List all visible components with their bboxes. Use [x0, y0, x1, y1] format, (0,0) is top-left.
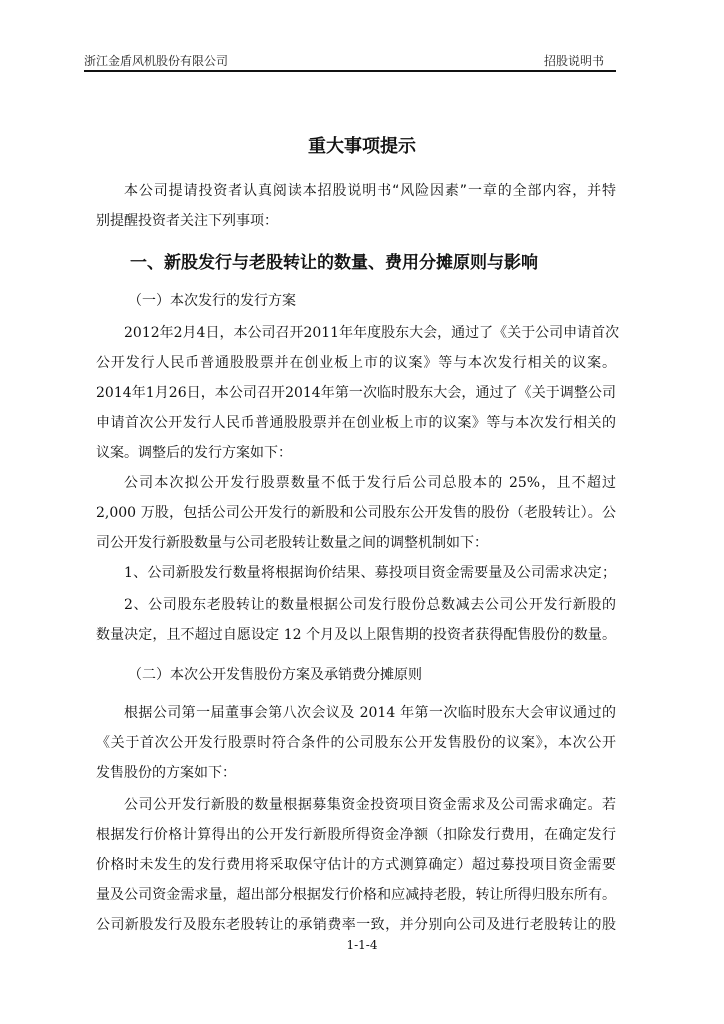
- page-number: 1-1-4: [346, 938, 378, 952]
- sub2-p2-line-1: 公司公开发行新股的数量根据募集资金投资项目资金需求及公司需求确定。若: [124, 797, 616, 813]
- sub1-item-2-line-2: 数量决定，且不超过自愿设定 12 个月及以上限售期的投资者获得配售股份的数量。: [96, 627, 616, 643]
- sub1-item-2-line-1: 2、公司股东老股转让的数量根据公司发行股份总数减去公司公开发行新股的: [124, 597, 616, 613]
- sub2-p2-line-2: 根据发行价格计算得出的公开发行新股所得资金净额（扣除发行费用，在确定发行: [96, 827, 616, 843]
- sub1-p2-line-1: 公司本次拟公开发行股票数量不低于发行后公司总股本的 25%，且不超过: [124, 475, 616, 491]
- sub2-p2-line-3: 价格时未发生的发行费用将采取保守估计的方式测算确定）超过募投项目资金需要: [96, 857, 616, 873]
- sub1-p1-line-3: 2014年1月26日，本公司召开2014年第一次临时股东大会，通过了《关于调整公司: [96, 385, 616, 401]
- sub2-paragraph-1: [96, 698, 616, 788]
- sub2-p2-line-4: 量及公司资金需求量，超出部分根据发行价格和应减持老股，转让所得归股东所有。: [96, 887, 616, 903]
- header-doc-type: 招股说明书: [543, 54, 604, 68]
- sub2-p2-line-5: 公司新股发行及股东老股转让的承销费率一致，并分别向公司及进行老股转让的股: [96, 917, 616, 933]
- intro-line-2: 别提醒投资者关注下列事项：: [96, 213, 278, 229]
- subsection-2-heading: （二）本次公开发售股份方案及承销费分摊原则: [128, 667, 422, 683]
- sub1-item-2: [96, 590, 616, 650]
- sub2-paragraph-2: [96, 790, 616, 940]
- sub2-p1-line-1: 根据公司第一届董事会第八次会议及 2014 年第一次临时股东大会审议通过的: [124, 705, 616, 721]
- sub1-p1-line-2: 公开发行人民币普通股股票并在创业板上市的议案》等与本次发行相关的议案。: [96, 355, 616, 371]
- page-header: [84, 50, 616, 70]
- sub2-p1-line-3: 发售股份的方案如下：: [96, 765, 236, 781]
- sub1-paragraph-1: [96, 318, 620, 468]
- sub1-item-1-text: 1、公司新股发行数量将根据询价结果、募投项目资金需要量及公司需求决定；: [124, 565, 616, 581]
- intro-paragraph: [96, 176, 616, 236]
- sub1-paragraph-2: [96, 468, 616, 558]
- sub2-p1-line-2: 《关于首次公开发行股票时符合条件的公司股东公开发售股份的议案》，本次公开: [96, 735, 616, 751]
- section-1-heading: 一、新股发行与老股转让的数量、费用分摊原则与影响: [130, 253, 538, 273]
- sub1-p1-line-5: 议案。调整后的发行方案如下：: [96, 445, 292, 461]
- sub1-p1-line-1: 2012年2月4日，本公司召开2011年年度股东大会，通过了《关于公司申请首次: [124, 325, 620, 341]
- subsection-1-heading: （一）本次发行的发行方案: [128, 293, 296, 309]
- sub1-item-1: [96, 558, 616, 588]
- sub1-p2-line-3: 司公开发行新股数量与公司老股转让数量之间的调整机制如下：: [96, 535, 488, 551]
- sub1-p1-line-4: 申请首次公开发行人民币普通股股票并在创业板上市的议案》等与本次发行相关的: [96, 415, 616, 431]
- sub1-p2-line-2: 2,000 万股，包括公司公开发行的新股和公司股东公开发售的股份（老股转让）。公: [96, 505, 616, 521]
- header-divider: [84, 70, 616, 72]
- page-title: 重大事项提示: [308, 136, 416, 157]
- intro-line-1: 本公司提请投资者认真阅读本招股说明书“风险因素”一章的全部内容，并特: [124, 183, 616, 199]
- header-company: 浙江金盾风机股份有限公司: [84, 54, 229, 68]
